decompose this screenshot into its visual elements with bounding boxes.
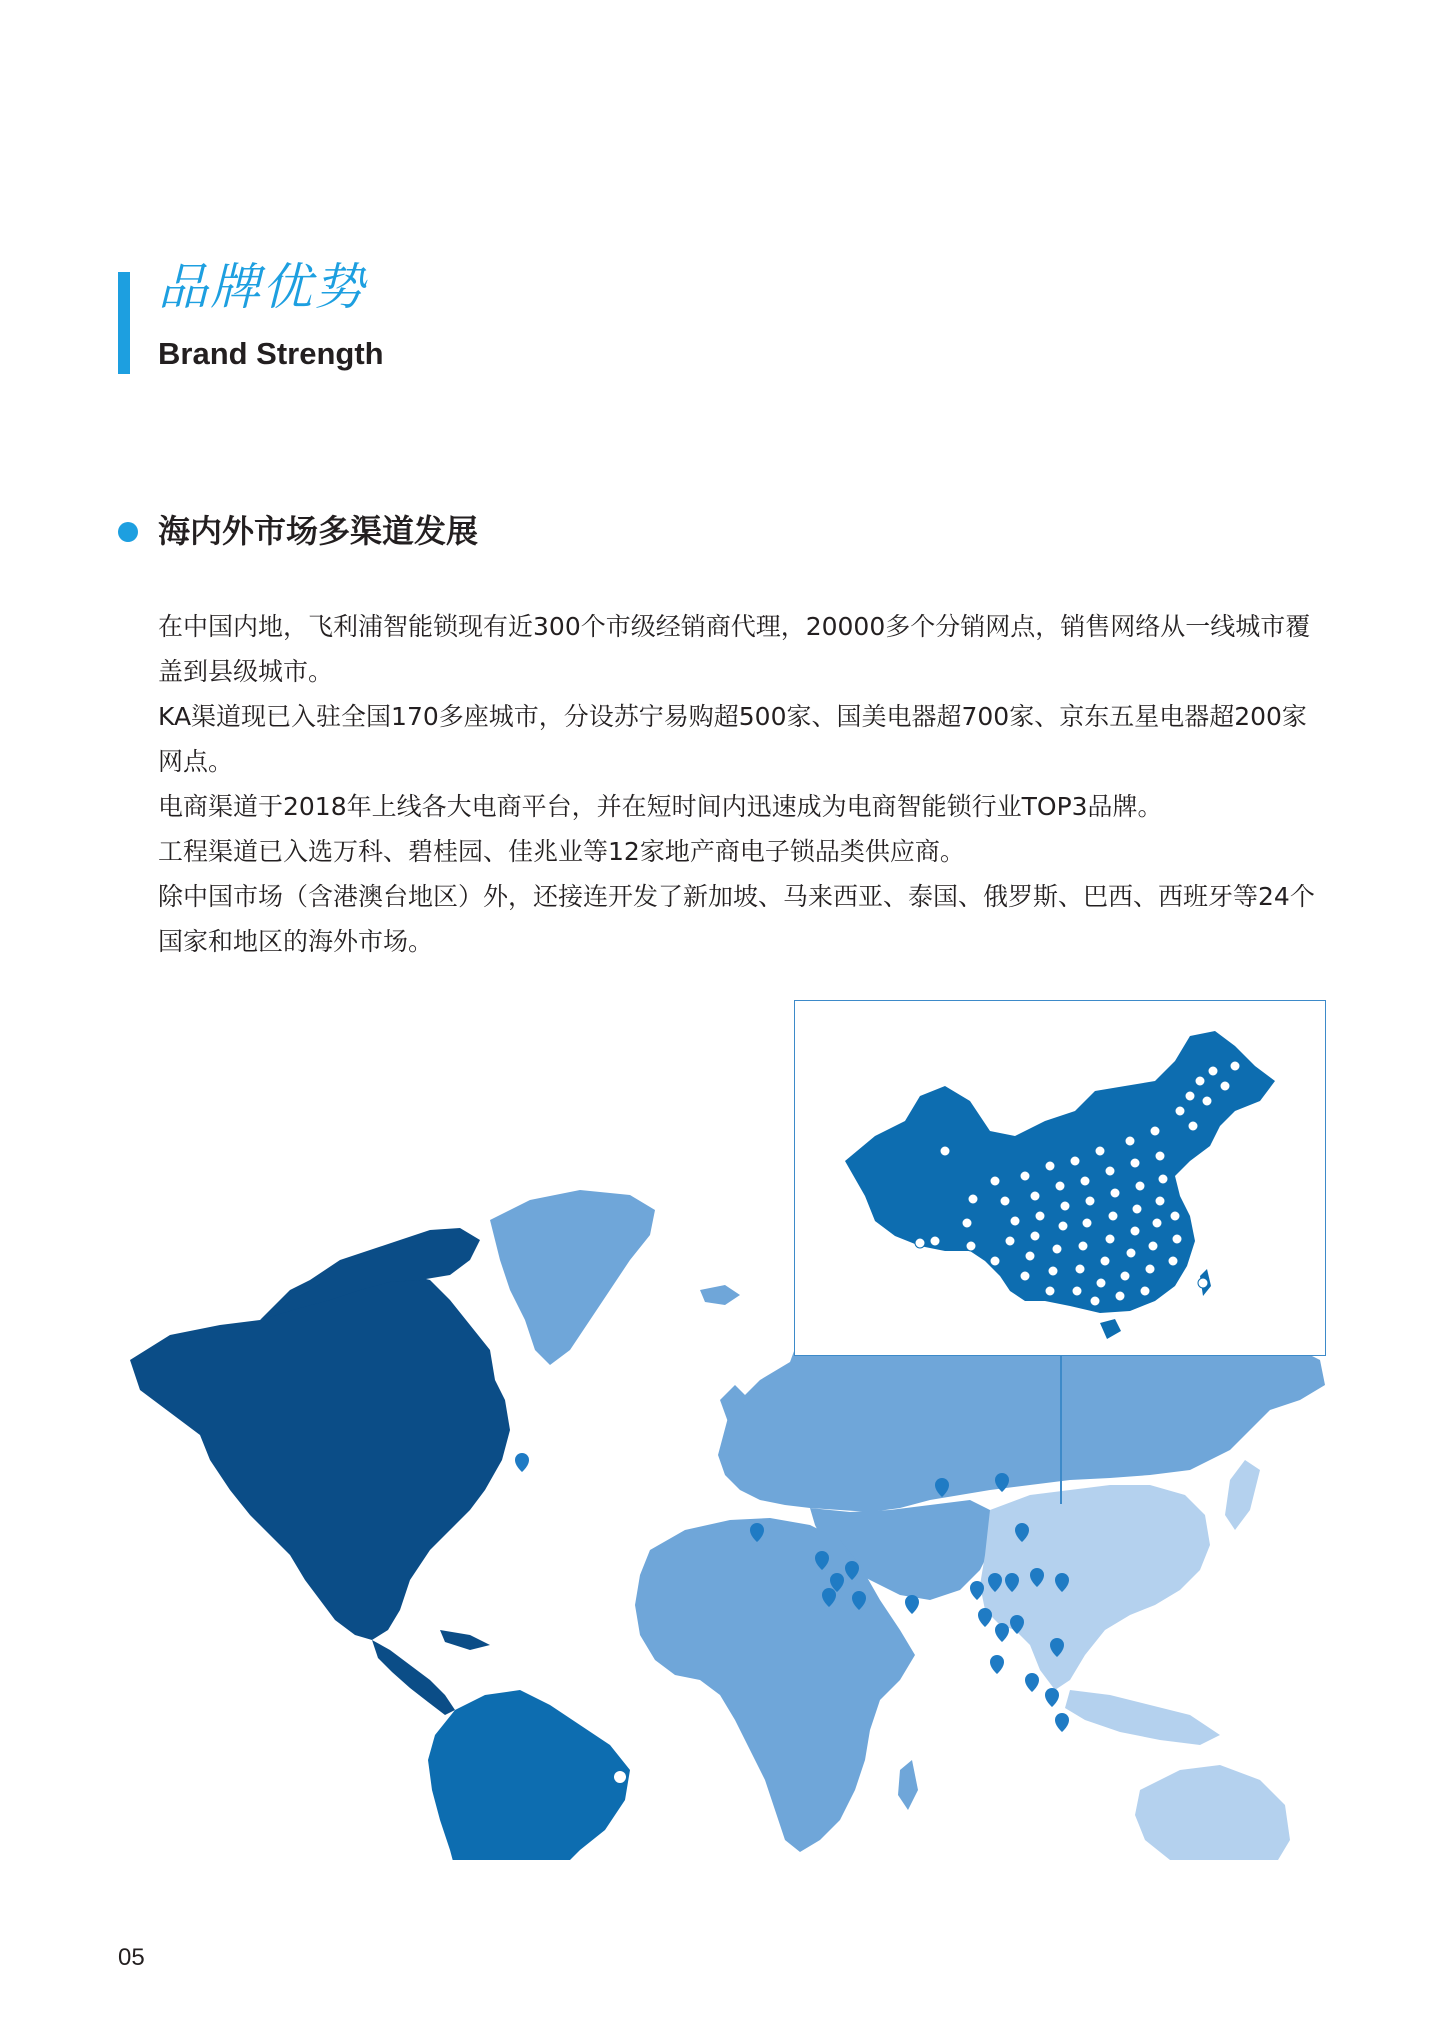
location-pin-icon bbox=[1105, 1234, 1115, 1244]
location-pin-icon bbox=[1082, 1218, 1092, 1228]
paragraph-mainland: 在中国内地，飞利浦智能锁现有近300个市级经销商代理，20000多个分销网点，销售网络从一线城市覆盖到县级城市。 bbox=[158, 612, 1311, 686]
location-pin-icon bbox=[1152, 1218, 1162, 1228]
location-pin-icon bbox=[1055, 1181, 1065, 1191]
location-pin-icon bbox=[1105, 1166, 1115, 1176]
location-pin-icon bbox=[970, 1581, 984, 1600]
location-pin-icon bbox=[1120, 1271, 1130, 1281]
location-pin-icon bbox=[962, 1218, 972, 1228]
location-pin-icon bbox=[978, 1608, 992, 1627]
location-pin-icon bbox=[990, 1256, 1000, 1266]
location-pin-icon bbox=[1048, 1266, 1058, 1276]
location-pin-icon bbox=[1185, 1091, 1195, 1101]
location-pin-icon bbox=[1058, 1221, 1068, 1231]
location-pin-icon bbox=[1025, 1251, 1035, 1261]
title-accent-bar bbox=[118, 272, 130, 374]
region-australia bbox=[1135, 1765, 1290, 1860]
location-pin-icon bbox=[1150, 1126, 1160, 1136]
location-pin-icon bbox=[1020, 1271, 1030, 1281]
page-title-chinese: 品牌优势 bbox=[158, 258, 366, 316]
location-pin-icon bbox=[1030, 1191, 1040, 1201]
location-pin-icon bbox=[1072, 1286, 1082, 1296]
region-iceland bbox=[700, 1285, 740, 1305]
location-pin-icon bbox=[1195, 1076, 1205, 1086]
location-pin-icon bbox=[930, 1236, 940, 1246]
location-pin-icon bbox=[1168, 1256, 1178, 1266]
location-pin-icon bbox=[1108, 1211, 1118, 1221]
region-japan bbox=[1225, 1460, 1260, 1530]
location-pin-icon bbox=[1170, 1211, 1180, 1221]
location-pin-icon bbox=[1010, 1216, 1020, 1226]
location-pin-icon bbox=[1100, 1256, 1110, 1266]
location-pin-icon bbox=[1158, 1174, 1168, 1184]
location-pin-icon bbox=[1085, 1196, 1095, 1206]
region-north-america bbox=[130, 1275, 510, 1640]
location-pin-icon bbox=[1060, 1201, 1070, 1211]
china-map bbox=[795, 1001, 1325, 1355]
location-pin-icon bbox=[1110, 1188, 1120, 1198]
location-pin-icon bbox=[1030, 1231, 1040, 1241]
location-pin-icon bbox=[1155, 1196, 1165, 1206]
section-title: 海内外市场多渠道发展 bbox=[158, 512, 479, 550]
location-pin-icon bbox=[614, 1771, 626, 1783]
region-south-america bbox=[428, 1690, 630, 1860]
region-madagascar bbox=[898, 1760, 918, 1810]
paragraph-overseas: 除中国市场（含港澳台地区）外，还接连开发了新加坡、马来西亚、泰国、俄罗斯、巴西、西班牙等24个国家和地区的海外市场。 bbox=[158, 882, 1315, 956]
location-pin-icon bbox=[1130, 1158, 1140, 1168]
location-pin-icon bbox=[1148, 1241, 1158, 1251]
location-pin-icon bbox=[1095, 1146, 1105, 1156]
location-pin-icon bbox=[1078, 1241, 1088, 1251]
location-pin-icon bbox=[940, 1146, 950, 1156]
location-pin-icon bbox=[915, 1238, 925, 1248]
location-pin-icon bbox=[1045, 1286, 1055, 1296]
location-pin-icon bbox=[1172, 1234, 1182, 1244]
location-pin-icon bbox=[1198, 1278, 1208, 1288]
location-pin-icon bbox=[1125, 1136, 1135, 1146]
section-bullet-icon bbox=[118, 522, 138, 542]
location-pin-icon bbox=[966, 1241, 976, 1251]
location-pin-icon bbox=[1090, 1296, 1100, 1306]
location-pin-icon bbox=[1208, 1066, 1218, 1076]
location-pin-icon bbox=[1045, 1688, 1059, 1707]
location-pin-icon bbox=[1000, 1196, 1010, 1206]
paragraph-engineering: 工程渠道已入选万科、碧桂园、佳兆业等12家地产商电子锁品类供应商。 bbox=[158, 837, 965, 866]
location-pin-icon bbox=[1025, 1673, 1039, 1692]
region-hainan bbox=[1100, 1319, 1121, 1339]
location-pin-icon bbox=[995, 1473, 1009, 1492]
location-pin-icon bbox=[1188, 1121, 1198, 1131]
location-pin-icon bbox=[1080, 1176, 1090, 1186]
location-pin-icon bbox=[1126, 1248, 1136, 1258]
location-pin-icon bbox=[1070, 1156, 1080, 1166]
location-pin-icon bbox=[1130, 1226, 1140, 1236]
page-title-english: Brand Strength bbox=[158, 336, 384, 371]
location-pin-icon bbox=[1140, 1286, 1150, 1296]
location-pin-icon bbox=[1145, 1264, 1155, 1274]
region-southeast-asia-islands bbox=[1065, 1690, 1220, 1745]
location-pin-icon bbox=[1005, 1236, 1015, 1246]
china-inset-map bbox=[794, 1000, 1326, 1356]
location-pin-icon bbox=[1175, 1106, 1185, 1116]
location-pin-icon bbox=[1075, 1264, 1085, 1274]
section-body bbox=[158, 604, 1318, 964]
location-pin-icon bbox=[1155, 1151, 1165, 1161]
region-greenland bbox=[490, 1190, 655, 1365]
location-pin-icon bbox=[1132, 1204, 1142, 1214]
location-pin-icon bbox=[1055, 1713, 1069, 1732]
location-pin-icon bbox=[1096, 1278, 1106, 1288]
location-pin-icon bbox=[1135, 1181, 1145, 1191]
location-pin-icon bbox=[995, 1623, 1009, 1642]
paragraph-ecommerce: 电商渠道于2018年上线各大电商平台，并在短时间内迅速成为电商智能锁行业TOP3品牌。 bbox=[158, 792, 1163, 821]
location-pin-icon bbox=[1035, 1211, 1045, 1221]
region-central-america bbox=[372, 1640, 455, 1715]
location-pin-icon bbox=[1115, 1291, 1125, 1301]
paragraph-ka-channel: KA渠道现已入驻全国170多座城市，分设苏宁易购超500家、国美电器超700家、京东五星电器超200家网点。 bbox=[158, 702, 1307, 776]
region-caribbean bbox=[440, 1630, 490, 1650]
location-pin-icon bbox=[968, 1194, 978, 1204]
inset-leader-line bbox=[1060, 1354, 1062, 1504]
location-pin-icon bbox=[905, 1595, 919, 1614]
location-pin-icon bbox=[1045, 1161, 1055, 1171]
location-pin-icon bbox=[1230, 1061, 1240, 1071]
location-pin-icon bbox=[1220, 1081, 1230, 1091]
location-pin-icon bbox=[990, 1655, 1004, 1674]
location-pin-icon bbox=[1052, 1244, 1062, 1254]
location-pin-icon bbox=[1202, 1096, 1212, 1106]
location-pin-icon bbox=[990, 1176, 1000, 1186]
location-pin-icon bbox=[515, 1453, 529, 1472]
location-pin-icon bbox=[1020, 1171, 1030, 1181]
page-number: 05 bbox=[118, 1944, 145, 1971]
